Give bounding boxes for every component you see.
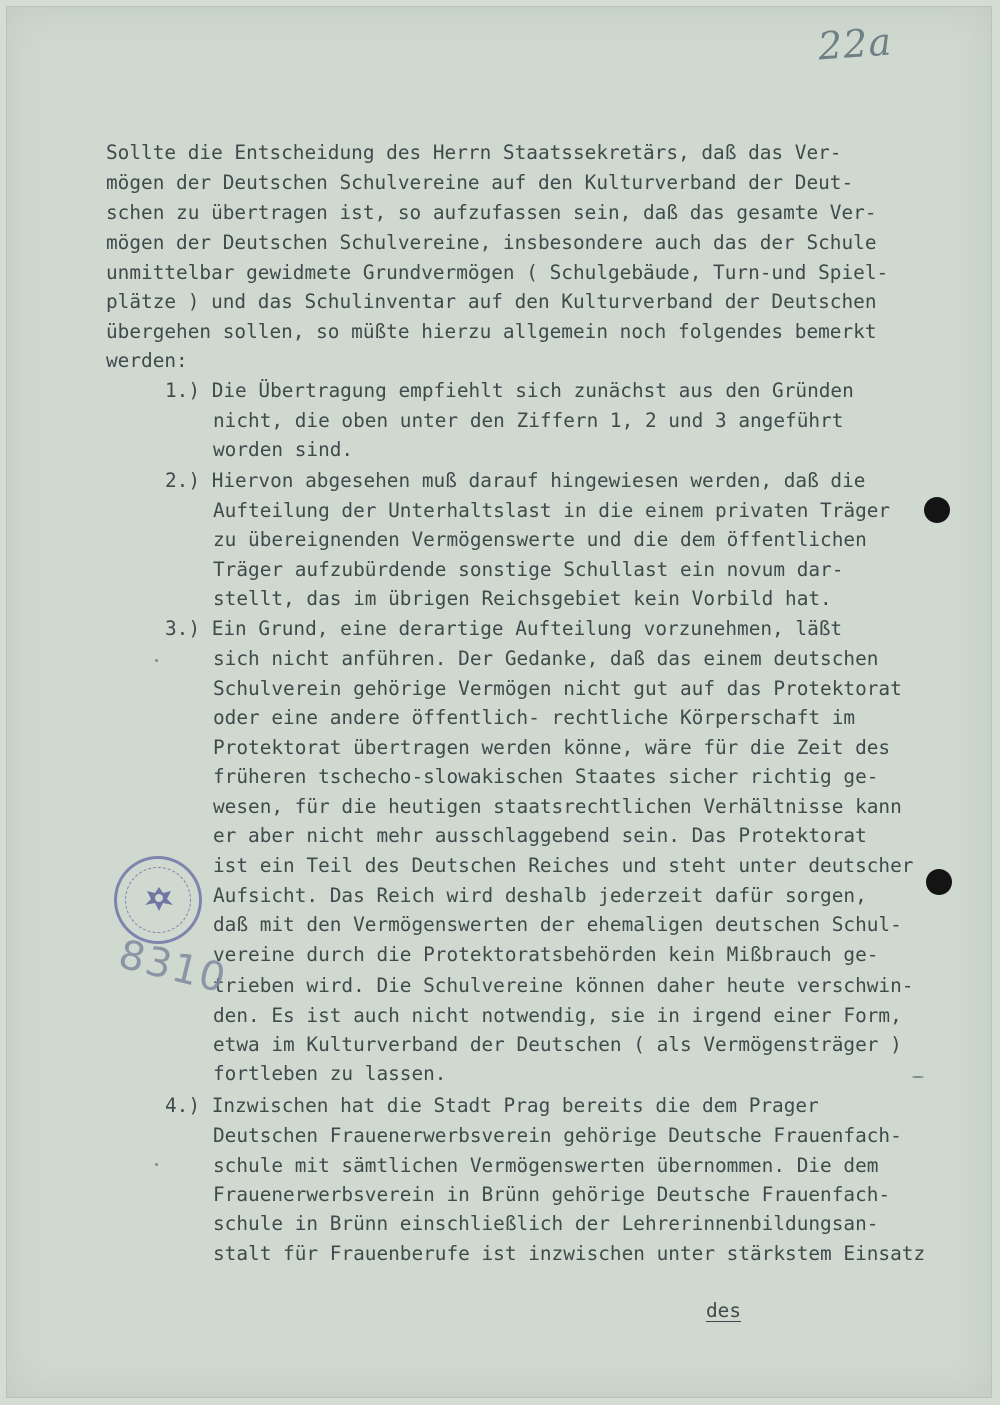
text-line: den. Es ist auch nicht notwendig, sie in irgend einer Form, <box>213 1004 902 1027</box>
text-line: etwa im Kulturverband der Deutschen ( als Vermögensträger ) <box>213 1033 902 1056</box>
text-line: trieben wird. Die Schulvereine können daher heute verschwin- <box>213 974 914 997</box>
list-item-2-line: 2.) Hiervon abgesehen muß darauf hingewiesen werden, daß die <box>165 469 866 492</box>
paper-speck <box>912 1076 924 1078</box>
text-line: Schulverein gehörige Vermögen nicht gut auf das Protektorat <box>213 677 902 700</box>
text-line: zu übereignenden Vermögenswerte und die dem öffentlichen <box>213 528 867 551</box>
text-line: vereine durch die Protektoratsbehörden kein Mißbrauch ge- <box>213 943 879 966</box>
text-line: nicht, die oben unter den Ziffern 1, 2 und 3 angeführt <box>213 409 844 432</box>
text-line: fortleben zu lassen. <box>213 1062 447 1085</box>
list-item-4-line: 4.) Inzwischen hat die Stadt Prag bereits die dem Prager <box>165 1094 819 1117</box>
text-line: stellt, das im übrigen Reichsgebiet kein Vorbild hat. <box>213 587 832 610</box>
paper-speck <box>155 659 158 662</box>
stamp-number: 8310 <box>114 931 232 1003</box>
text-line: oder eine andere öffentlich- rechtliche Körperschaft im <box>213 706 856 729</box>
text-line: unmittelbar gewidmete Grundvermögen ( Schulgebäude, Turn-und Spiel- <box>106 261 889 284</box>
text-line: Träger aufzubürdende sonstige Schullast ein novum dar- <box>213 558 844 581</box>
text-line: Sollte die Entscheidung des Herrn Staatssekretärs, daß das Ver- <box>106 141 842 164</box>
text-line: ist ein Teil des Deutschen Reiches und steht unter deutscher <box>213 854 914 877</box>
text-line: schule mit sämtlichen Vermögenswerten übernommen. Die dem <box>213 1154 879 1177</box>
text-line: werden: <box>106 349 188 372</box>
archive-stamp-icon <box>114 856 202 944</box>
punch-hole-icon <box>926 869 952 895</box>
text-line: mögen der Deutschen Schulvereine, insbesondere auch das der Schule <box>106 231 877 254</box>
text-line: schule in Brünn einschließlich der Lehrerinnenbildungsan- <box>213 1212 879 1235</box>
text-line: sich nicht anführen. Der Gedanke, daß das einem deutschen <box>213 647 879 670</box>
text-line: früheren tschecho-slowakischen Staates sicher richtig ge- <box>213 765 879 788</box>
punch-hole-icon <box>924 497 950 523</box>
text-line: schen zu übertragen ist, so aufzufassen sein, daß das gesamte Ver- <box>106 201 877 224</box>
text-line: Aufsicht. Das Reich wird deshalb jederzeit dafür sorgen, <box>213 884 867 907</box>
text-line: stalt für Frauenberufe ist inzwischen unter stärkstem Einsatz <box>213 1242 926 1265</box>
eagle-icon <box>139 879 179 919</box>
list-item-3-line: 3.) Ein Grund, eine derartige Aufteilung vorzunehmen, läßt <box>165 617 843 640</box>
handwritten-page-number: 22a <box>816 19 894 69</box>
text-line: Protektorat übertragen werden könne, wäre für die Zeit des <box>213 736 891 759</box>
text-line: wesen, für die heutigen staatsrechtlichen Verhältnisse kann <box>213 795 902 818</box>
text-line: Frauenerwerbsverein in Brünn gehörige Deutsche Frauenfach- <box>213 1183 891 1206</box>
text-line: er aber nicht mehr ausschlaggebend sein. Das Protektorat <box>213 824 867 847</box>
text-line: plätze ) und das Schulinventar auf den Kulturverband der Deutschen <box>106 290 877 313</box>
text-line: daß mit den Vermögenswerten der ehemaligen deutschen Schul- <box>213 913 902 936</box>
list-item-1-line: 1.) Die Übertragung empfiehlt sich zunächst aus den Gründen <box>165 379 854 402</box>
text-line: Deutschen Frauenerwerbsverein gehörige Deutsche Frauenfach- <box>213 1124 902 1147</box>
text-line: mögen der Deutschen Schulvereine auf den Kulturverband der Deut- <box>106 171 854 194</box>
text-line: worden sind. <box>213 438 354 461</box>
text-line: Aufteilung der Unterhaltslast in die einem privaten Träger <box>213 499 891 522</box>
catchword-next-page: des <box>706 1299 742 1322</box>
text-line: übergehen sollen, so müßte hierzu allgemein noch folgendes bemerkt <box>106 320 877 343</box>
paper-speck <box>155 1163 158 1166</box>
